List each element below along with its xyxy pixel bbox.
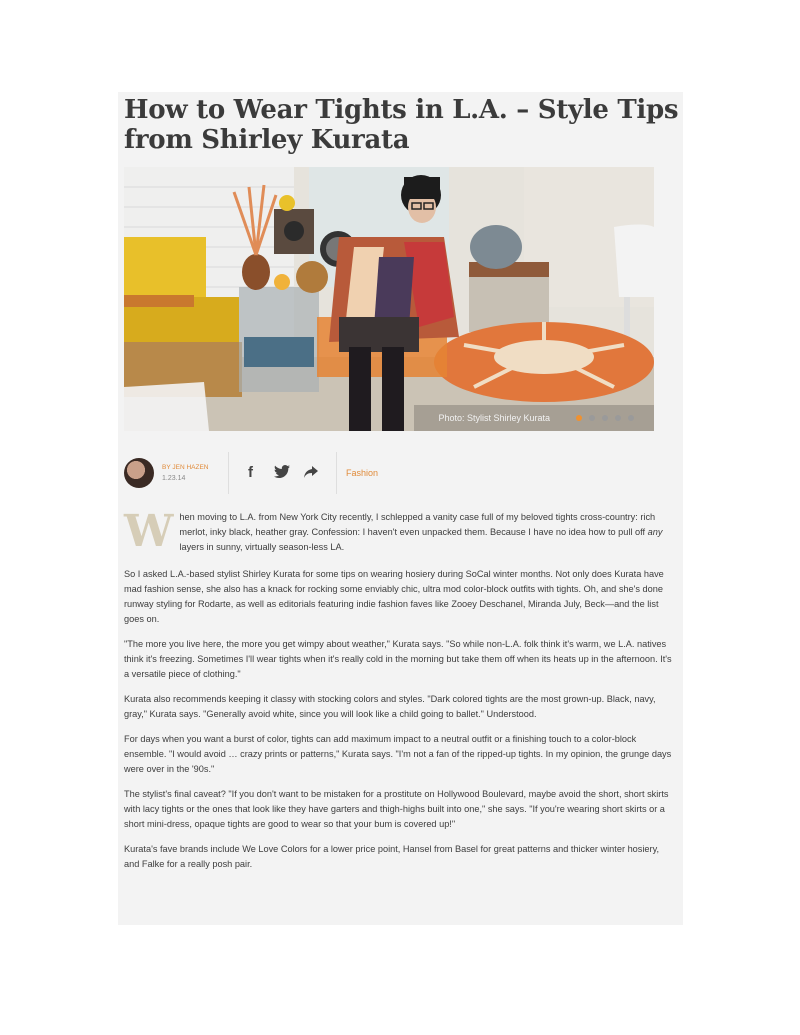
photo-caption: Photo: Stylist Shirley Kurata (438, 413, 550, 423)
hero-photo[interactable] (124, 167, 654, 431)
byline-bar (124, 452, 654, 496)
slide-indicator (576, 415, 634, 421)
article-title: How to Wear Tights in L.A. – Style Tips from Shirley Kurata (124, 95, 679, 155)
article-paragraph: Kurata also recommends keeping it classy with stocking colors and styles. "Dark colored tights are the most grown-up. Black, navy, gray," Kurata says. "Generally avoid white, since you will look like a child going to ballet." Understood. (124, 694, 656, 719)
slide-dot[interactable] (615, 415, 621, 421)
author-avatar[interactable] (124, 458, 154, 488)
article-body (124, 506, 676, 882)
article-paragraph: Kurata's fave brands include We Love Colors for a lower price point, Hansel from Basel for great patterns and thicker winter hosiery, and Falke for a really posh pair. (124, 844, 660, 869)
divider (228, 452, 229, 494)
category-tag[interactable]: Fashion (346, 468, 379, 478)
article-paragraph: The stylist's final caveat? "If you don't want to be mistaken for a prostitute on Hollywood Boulevard, maybe avoid the short, short skirts with lacy tights or the ones that look like they have garters and thigh-highs built into one," she says. "If you're wearing short skirts or a short mini-dress, opaque tights are good to wear so that your bum is covered up!" (124, 789, 669, 829)
drop-cap: W (124, 506, 174, 557)
twitter-icon[interactable] (274, 465, 290, 482)
author-name[interactable]: BY JEN HAZEN (162, 464, 209, 471)
divider (336, 452, 337, 494)
slide-dot[interactable] (589, 415, 595, 421)
article-paragraph: "The more you live here, the more you get wimpy about weather," Kurata says. "So while non-L.A. folk think it's warm, we L.A. natives think it's freezing. Sometimes I'll wear tights when it's really cold in the morning but take them off when its heats up in the afternoon. It's a versatile piece of clothing." (124, 639, 672, 679)
facebook-icon[interactable]: f (248, 464, 253, 481)
article-paragraph: For days when you want a burst of color, tights can add maximum impact to a neutral outfit or a finishing touch to a color-block ensemble. "I would avoid … crazy prints or patterns," Kurata says. "I'm not a fan of the ripped-up tights. In my opinion, the grunge days were over in the '90s." (124, 734, 672, 774)
slide-dot[interactable] (602, 415, 608, 421)
share-arrow-icon[interactable] (304, 465, 318, 482)
slide-dot[interactable] (576, 415, 582, 421)
slide-dot[interactable] (628, 415, 634, 421)
article-paragraph: When moving to L.A. from New York City recently, I schlepped a vanity case full of my beloved tights cross-country: rich merlot, inky black, heather gray. Confession: I haven't even unpacked them. Because I have no idea how to pull off any layers in sunny, virtually season-less LA. (124, 506, 663, 557)
article-paragraph: So I asked L.A.-based stylist Shirley Kurata for some tips on wearing hosiery during SoCal winter months. Not only does Kurata have mad fashion sense, she also has a knack for rocking some enviably chic, ultra mod color-block outfits with tights. Oh, and she's done runway styling for Rodarte, as well as editorials featuring indie fashion faves like Zooey Deschanel, Miranda July, Beck—and the list goes on. (124, 569, 664, 624)
hero-photo-illustration (124, 167, 654, 431)
publish-date: 1.23.14 (162, 475, 186, 482)
